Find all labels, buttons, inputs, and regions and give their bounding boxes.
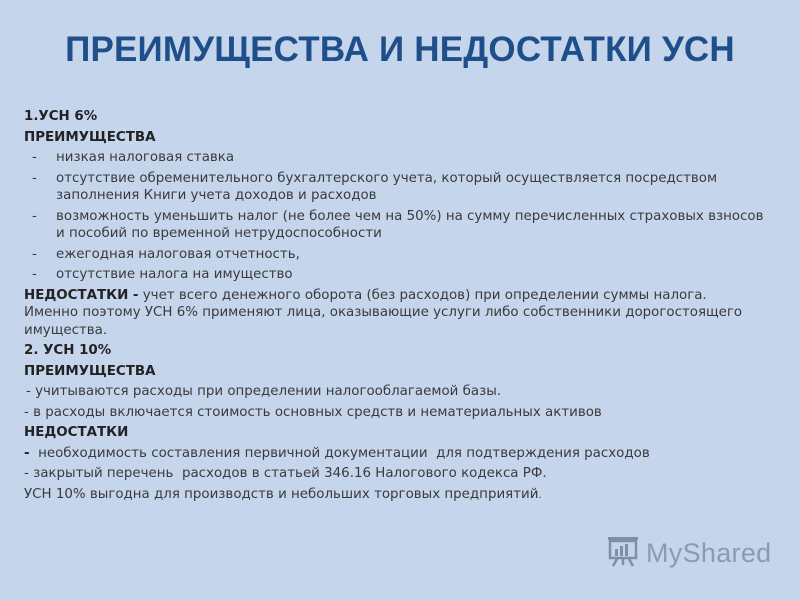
- section-1-disadvantages: НЕДОСТАТКИ - учет всего денежного оборота (без расходов) при определении суммы налога. Именно поэтому УСН 6% применяют лица, оказывающие услуги либо собственники дорогостоящего имущества.: [24, 287, 743, 338]
- slide-title: ПРЕИМУЩЕСТВА И НЕДОСТАТКИ УСН: [65, 30, 735, 69]
- list-item: - в расходы включается стоимость основных средств и нематериальных активов: [24, 404, 602, 420]
- section-2-advantages-heading: ПРЕИМУЩЕСТВА: [24, 363, 156, 379]
- list-item: - ежегодная налоговая отчетность,: [32, 246, 300, 262]
- section-2-heading: 2. УСН 10%: [24, 343, 112, 358]
- myshared-logo[interactable]: [606, 534, 771, 572]
- dash-bullet: -: [32, 208, 37, 224]
- logo-text: MyShared: [646, 537, 772, 568]
- section-1-advantages-heading: ПРЕИМУЩЕСТВА: [24, 129, 156, 145]
- list-item: - возможность уменьшить налог (не более чем на 50%) на сумму перечисленных страховых взносов и пособий по временной нетрудоспособности: [32, 208, 764, 241]
- presentation-board-icon: [606, 534, 640, 572]
- slide-content: [24, 108, 764, 504]
- dash-bullet: -: [32, 170, 37, 186]
- list-item: - необходимость составления первичной документации для подтверждения расходов: [24, 445, 650, 461]
- list-item: - учитываются расходы при определении налогооблагаемой базы.: [26, 384, 502, 399]
- dash-bullet: -: [32, 246, 37, 262]
- section-1-heading: 1.УСН 6%: [24, 109, 98, 124]
- list-item: - отсутствие налога на имущество: [32, 267, 293, 282]
- section-2-disadvantages-heading: НЕДОСТАТКИ: [24, 425, 129, 440]
- dash-bullet: -: [32, 267, 37, 282]
- list-item: - закрытый перечень расходов в статьей 346.16 Налогового кодекса РФ.: [24, 466, 547, 481]
- dash-bullet: -: [32, 150, 37, 165]
- list-item: - отсутствие обременительного бухгалтерского учета, который осуществляется посредством заполнения Книги учета доходов и расходов: [32, 170, 718, 203]
- section-2-conclusion: УСН 10% выгодна для производств и небольших торговых предприятий.: [24, 486, 542, 502]
- list-item: - низкая налоговая ставка: [32, 150, 235, 165]
